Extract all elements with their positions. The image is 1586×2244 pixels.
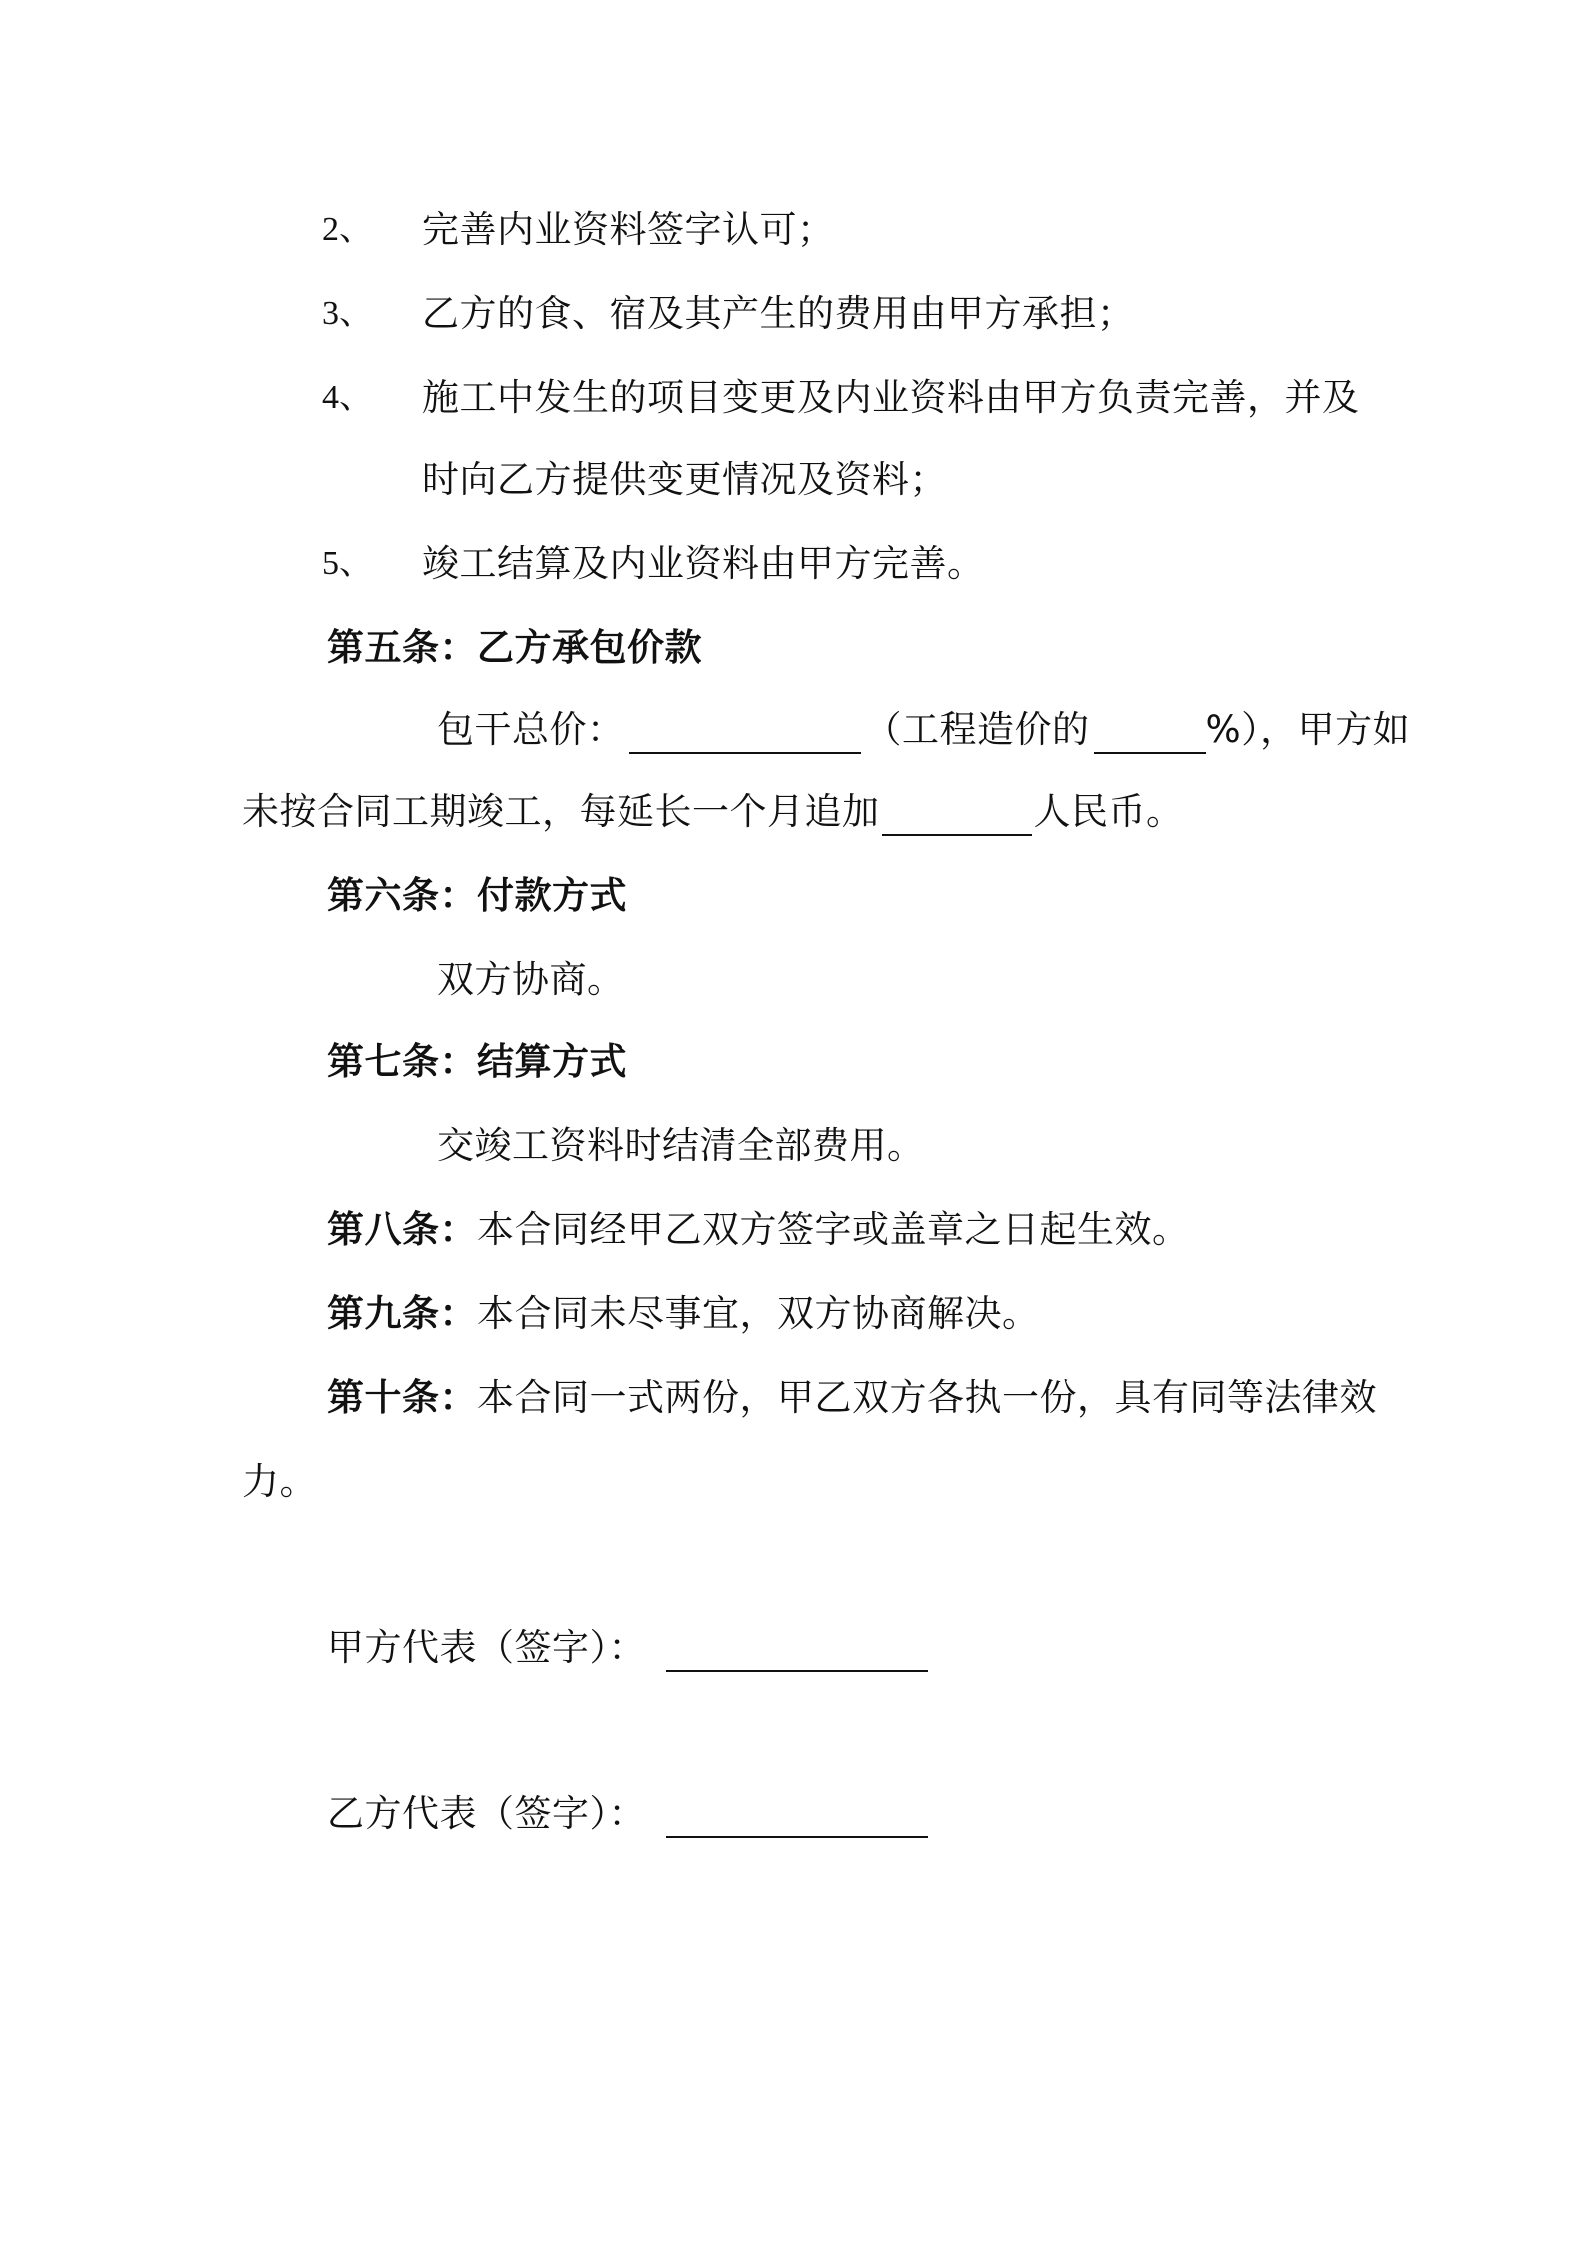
article-5-heading: 第五条：乙方承包价款 (327, 626, 702, 669)
percent-suffix: %），甲方如 (1205, 708, 1411, 751)
list-item-text-continued: 时向乙方提供变更情况及资料； (422, 458, 947, 501)
lump-sum-blank[interactable] (629, 712, 861, 754)
article-10 (327, 1374, 1377, 1422)
item-number: 4、 (322, 379, 373, 416)
article-5-price-line (437, 706, 1410, 754)
article-8 (327, 1206, 1190, 1254)
article-7-heading: 第七条：结算方式 (327, 1040, 627, 1083)
article-10-text: 本合同一式两份，甲乙双方各执一份，具有同等法律效 (477, 1376, 1377, 1419)
party-a-signature-label: 甲方代表（签字）： (327, 1626, 646, 1669)
currency-suffix: 人民币。 (1033, 790, 1184, 833)
party-b-signature-label: 乙方代表（签字）： (327, 1792, 646, 1835)
article-6-body: 双方协商。 (437, 958, 625, 1001)
article-8-text: 本合同经甲乙双方签字或盖章之日起生效。 (477, 1208, 1190, 1251)
cost-ratio-label: （工程造价的 (864, 708, 1090, 751)
article-10-continued: 力。 (242, 1460, 317, 1503)
lump-sum-label: 包干总价： (437, 708, 625, 751)
party-a-signature (327, 1624, 928, 1672)
article-9-label: 第九条： (327, 1292, 477, 1335)
list-item-text: 施工中发生的项目变更及内业资料由甲方负责完善，并及 (422, 376, 1360, 419)
article-8-label: 第八条： (327, 1208, 477, 1251)
article-10-label: 第十条： (327, 1376, 477, 1419)
item-number: 5、 (322, 545, 373, 582)
item-number: 2、 (322, 211, 373, 248)
item-number: 3、 (322, 295, 373, 332)
article-6-heading: 第六条：付款方式 (327, 874, 627, 917)
party-a-signature-line[interactable] (666, 1630, 928, 1672)
delay-penalty-label: 未按合同工期竣工，每延长一个月追加 (242, 790, 880, 833)
list-item-text: 乙方的食、宿及其产生的费用由甲方承担； (422, 292, 1135, 335)
list-item-text: 竣工结算及内业资料由甲方完善。 (422, 542, 985, 585)
party-b-signature (327, 1790, 928, 1838)
party-b-signature-line[interactable] (666, 1796, 928, 1838)
monthly-penalty-blank[interactable] (882, 794, 1032, 836)
article-5-delay-line (242, 788, 1184, 836)
article-7-body: 交竣工资料时结清全部费用。 (437, 1124, 925, 1167)
list-item-text: 完善内业资料签字认可； (422, 208, 835, 251)
percentage-blank[interactable] (1094, 712, 1206, 754)
article-9 (327, 1290, 1040, 1338)
article-9-text: 本合同未尽事宜，双方协商解决。 (477, 1292, 1040, 1335)
